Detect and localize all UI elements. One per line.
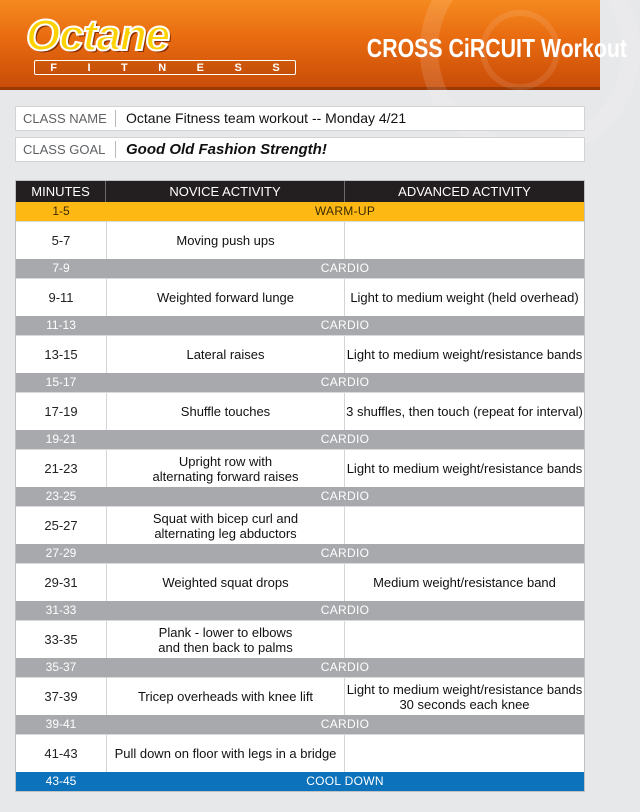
advanced-activity-cell <box>345 279 584 316</box>
logo-letter: T <box>121 61 128 74</box>
novice-activity-cell <box>106 222 345 259</box>
minutes-cell: 35-37 <box>45 660 77 674</box>
table-row <box>16 392 584 430</box>
workout-table <box>15 180 585 792</box>
cardio-band-label: CARDIO <box>320 375 370 389</box>
cardio-band-label: CARDIO <box>320 546 370 560</box>
logo-letter: E <box>196 61 204 74</box>
advanced-activity-line: 30 seconds each knee <box>399 696 530 712</box>
minutes-cell: 31-33 <box>45 603 77 617</box>
table-row <box>16 734 584 772</box>
minutes-cell: 27-29 <box>45 546 77 560</box>
advanced-activity-line: Light to medium weight/resistance bands <box>346 681 583 697</box>
cardio-band-row <box>16 316 584 335</box>
table-row <box>16 620 584 658</box>
octane-fitness-logo <box>20 11 305 76</box>
cardio-band-row <box>16 259 584 278</box>
table-row <box>16 449 584 487</box>
novice-activity-cell <box>106 279 345 316</box>
cardio-band-label: CARDIO <box>320 717 370 731</box>
class-goal-value: Good Old Fashion Strength! <box>126 141 327 158</box>
logo-wordmark: Octane <box>26 11 170 60</box>
minutes-cell: 25-27 <box>44 518 78 533</box>
minutes-cell: 29-31 <box>44 575 78 590</box>
table-row <box>16 677 584 715</box>
minutes-cell: 17-19 <box>44 404 78 419</box>
cardio-band-label: CARDIO <box>320 660 370 674</box>
class-goal-label: CLASS GOAL <box>16 141 116 158</box>
advanced-activity-cell <box>345 393 584 430</box>
cardio-band-row <box>16 658 584 677</box>
class-name-value: Octane Fitness team workout -- Monday 4/21 <box>126 110 407 126</box>
novice-activity-line: Pull down on floor with legs in a bridge <box>114 746 337 761</box>
logo-letter: F <box>50 61 57 74</box>
table-header-row <box>16 181 584 202</box>
novice-activity-line: alternating forward raises <box>152 468 299 484</box>
warm-band-label: WARM-UP <box>314 204 376 218</box>
novice-activity-cell <box>106 393 345 430</box>
novice-activity-line: Lateral raises <box>186 347 265 362</box>
novice-activity-cell <box>106 450 345 487</box>
minutes-cell: 37-39 <box>44 689 78 704</box>
cardio-band-row <box>16 715 584 734</box>
novice-activity-cell <box>106 507 345 544</box>
minutes-cell: 13-15 <box>44 347 78 362</box>
novice-activity-line: and then back to palms <box>158 639 293 655</box>
cardio-band-row <box>16 544 584 563</box>
cardio-band-label: CARDIO <box>320 489 370 503</box>
novice-activity-cell <box>106 678 345 715</box>
advanced-activity-line: Medium weight/resistance band <box>373 575 556 590</box>
page-title: CROSS CiRCUIT Workout <box>366 33 627 63</box>
table-row <box>16 563 584 601</box>
cardio-band-label: CARDIO <box>320 603 370 617</box>
novice-activity-line: Squat with bicep curl and <box>152 510 299 526</box>
minutes-cell: 5-7 <box>51 233 71 248</box>
minutes-cell: 15-17 <box>45 375 77 389</box>
advanced-activity-cell <box>345 222 584 259</box>
novice-column-header: NOVICE ACTIVITY <box>106 181 345 202</box>
advanced-activity-cell <box>345 621 584 658</box>
advanced-activity-cell <box>345 507 584 544</box>
logo-letter: N <box>158 61 167 74</box>
table-row <box>16 506 584 544</box>
table-row <box>16 221 584 259</box>
novice-activity-line: Weighted forward lunge <box>156 290 295 305</box>
warm-band-row <box>16 202 584 221</box>
cardio-band-label: CARDIO <box>320 261 370 275</box>
novice-activity-cell <box>106 735 345 772</box>
novice-activity-cell <box>106 336 345 373</box>
minutes-cell: 21-23 <box>44 461 78 476</box>
novice-activity-line: Shuffle touches <box>180 404 271 419</box>
advanced-activity-cell <box>345 564 584 601</box>
minutes-cell: 11-13 <box>46 318 76 332</box>
novice-activity-line: Weighted squat drops <box>162 575 289 590</box>
cardio-band-label: CARDIO <box>320 318 370 332</box>
table-row <box>16 335 584 373</box>
novice-activity-line: Tricep overheads with knee lift <box>137 689 314 704</box>
page-header <box>0 0 627 90</box>
minutes-cell: 1-5 <box>52 204 70 218</box>
advanced-activity-cell <box>345 450 584 487</box>
advanced-activity-cell <box>345 336 584 373</box>
cardio-band-row <box>16 601 584 620</box>
advanced-activity-cell <box>345 678 584 715</box>
advanced-activity-line: Light to medium weight/resistance bands <box>346 461 583 476</box>
cardio-band-row <box>16 430 584 449</box>
logo-letter: I <box>87 61 91 74</box>
novice-activity-line: Upright row with <box>178 453 273 469</box>
cool-band-label: COOL DOWN <box>306 774 384 788</box>
class-name-label: CLASS NAME <box>16 110 116 127</box>
novice-activity-cell <box>106 564 345 601</box>
advanced-activity-line: Light to medium weight/resistance bands <box>346 347 583 362</box>
cardio-band-row <box>16 487 584 506</box>
class-goal-row <box>15 137 585 162</box>
cardio-band-label: CARDIO <box>320 432 370 446</box>
minutes-cell: 41-43 <box>44 746 78 761</box>
logo-letter: S <box>234 61 242 74</box>
minutes-cell: 7-9 <box>52 261 70 275</box>
novice-activity-line: Moving push ups <box>176 233 275 248</box>
advanced-activity-cell <box>345 735 584 772</box>
minutes-column-header: MINUTES <box>16 181 106 202</box>
cool-band-row <box>16 772 584 791</box>
minutes-cell: 43-45 <box>45 774 77 788</box>
class-name-row <box>15 106 585 131</box>
table-row <box>16 278 584 316</box>
minutes-cell: 39-41 <box>45 717 77 731</box>
minutes-cell: 33-35 <box>44 632 78 647</box>
minutes-cell: 19-21 <box>45 432 77 446</box>
advanced-activity-line: 3 shuffles, then touch (repeat for interval) <box>346 404 583 419</box>
novice-activity-line: Plank - lower to elbows <box>158 624 293 640</box>
advanced-activity-line: Light to medium weight (held overhead) <box>350 290 579 305</box>
logo-letter: S <box>272 61 280 74</box>
novice-activity-cell <box>106 621 345 658</box>
minutes-cell: 9-11 <box>48 290 74 305</box>
novice-activity-line: alternating leg abductors <box>154 525 297 541</box>
cardio-band-row <box>16 373 584 392</box>
advanced-column-header: ADVANCED ACTIVITY <box>398 184 531 199</box>
minutes-cell: 23-25 <box>45 489 77 503</box>
table-body <box>16 202 584 791</box>
logo-subtitle <box>34 60 296 75</box>
